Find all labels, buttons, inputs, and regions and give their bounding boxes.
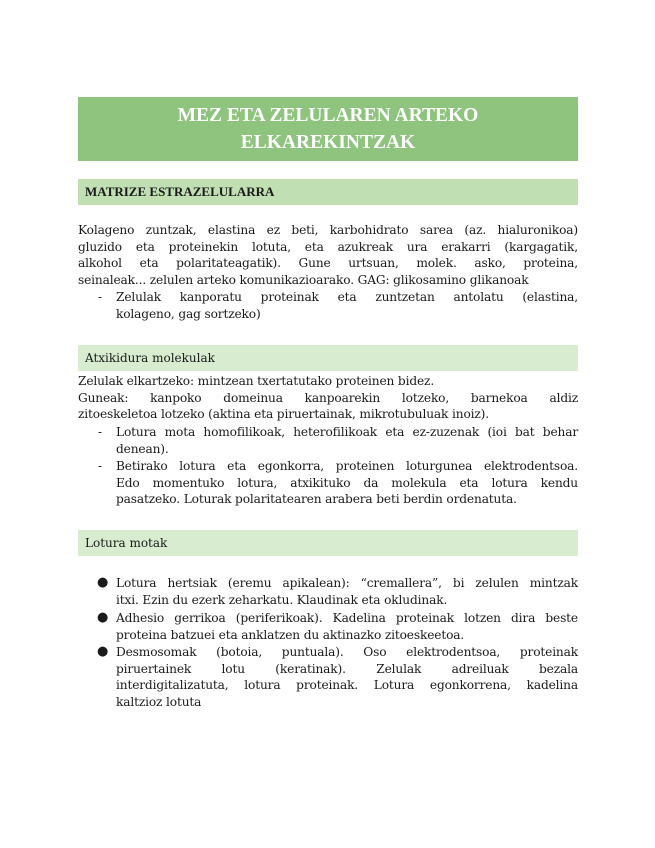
- list-item-line: pasatzeko. Loturak polaritatearen arabera beti berdin ordenatuta.: [116, 492, 517, 507]
- section-heading-matrix: MATRIZE ESTRAZELULARRA: [78, 179, 578, 205]
- bullet-dot-icon: ●: [97, 644, 109, 659]
- section-heading-junction-types: Lotura motak: [78, 530, 578, 556]
- paragraph-line: Guneak: kanpoko domeinua kanpoarekin lotzeko, barnekoa aldiz: [78, 390, 578, 405]
- list-item-line: Edo momentuko lotura, atxikituko da molekula eta lotura kendu: [116, 475, 578, 490]
- paragraph-line: Kolageno zuntzak, elastina ez beti, karbohidrato sarea (az. hialuronikoa): [78, 223, 578, 237]
- list-item-line: kaltzioz lotuta: [116, 695, 202, 710]
- list-item-line: Lotura hertsiak (eremu apikalean): “cremallera”, bi zelulen mintzak: [116, 576, 578, 590]
- list-item-line: Lotura mota homofilikoak, heterofilikoak eta ez-zuzenak (ioi bat behar: [116, 425, 578, 439]
- section1-paragraph: [78, 222, 578, 289]
- paragraph-line: Zelulak elkartzeko: mintzean txertatutako proteinen bidez.: [78, 374, 435, 388]
- paragraph-line: alkohol eta polaritateagatik). Gune urtsuan, molek. asko, proteina,: [78, 256, 578, 271]
- paragraph-line: zitoeskeletoa lotzeko (aktina eta piruertainak, mikrotubuluak inoiz).: [78, 407, 489, 422]
- section-heading-adhesion: Atxikidura molekulak: [78, 345, 578, 371]
- list-item-line: kolageno, gag sortzeko): [116, 306, 261, 321]
- document-title: [78, 97, 578, 161]
- section2-paragraph: [78, 373, 578, 423]
- list-item-line: denean).: [116, 441, 169, 456]
- list-item-line: proteina batzuei eta anklatzen du aktinazko zitoeskeetoa.: [116, 627, 465, 642]
- list-item-line: itxi. Ezin du ezerk zeharkatu. Klaudinak eta okludinak.: [116, 592, 448, 607]
- list-item-line: Betirako lotura eta egonkorra, proteinen loturgunea elektrodentsoa.: [116, 459, 578, 473]
- paragraph-line: gluzido eta proteinekin lotuta, eta azukreak ura erakarri (kargagatik,: [78, 239, 578, 254]
- dash-bullet: -: [98, 290, 102, 304]
- list-item-line: piruertainek lotu (keratinak). Zelulak adreiluak bezala: [116, 661, 578, 676]
- bullet-dot-icon: ●: [97, 610, 109, 625]
- list-item-line: Desmosomak (botoia, puntuala). Oso elektrodentsoa, proteinak: [116, 645, 578, 659]
- title-line-2: ELKAREKINTZAK: [240, 132, 416, 153]
- paragraph-line: seinaleak... zelulen arteko komunikazioarako. GAG: glikosamino glikanoak: [78, 273, 529, 288]
- list-item-line: interdigitalizatuta, lotura proteinak. Lotura egonkorrena, kadelina: [116, 678, 578, 693]
- bullet-dot-icon: ●: [97, 575, 109, 590]
- list-item-line: Zelulak kanporatu proteinak eta zuntzetan antolatu (elastina,: [116, 290, 578, 304]
- list-item-line: Adhesio gerrikoa (periferikoak). Kadelina proteinak lotzen dira beste: [116, 611, 578, 625]
- dash-bullet: -: [98, 459, 102, 473]
- dash-bullet: -: [98, 425, 102, 439]
- title-line-1: MEZ ETA ZELULAREN ARTEKO: [177, 105, 479, 126]
